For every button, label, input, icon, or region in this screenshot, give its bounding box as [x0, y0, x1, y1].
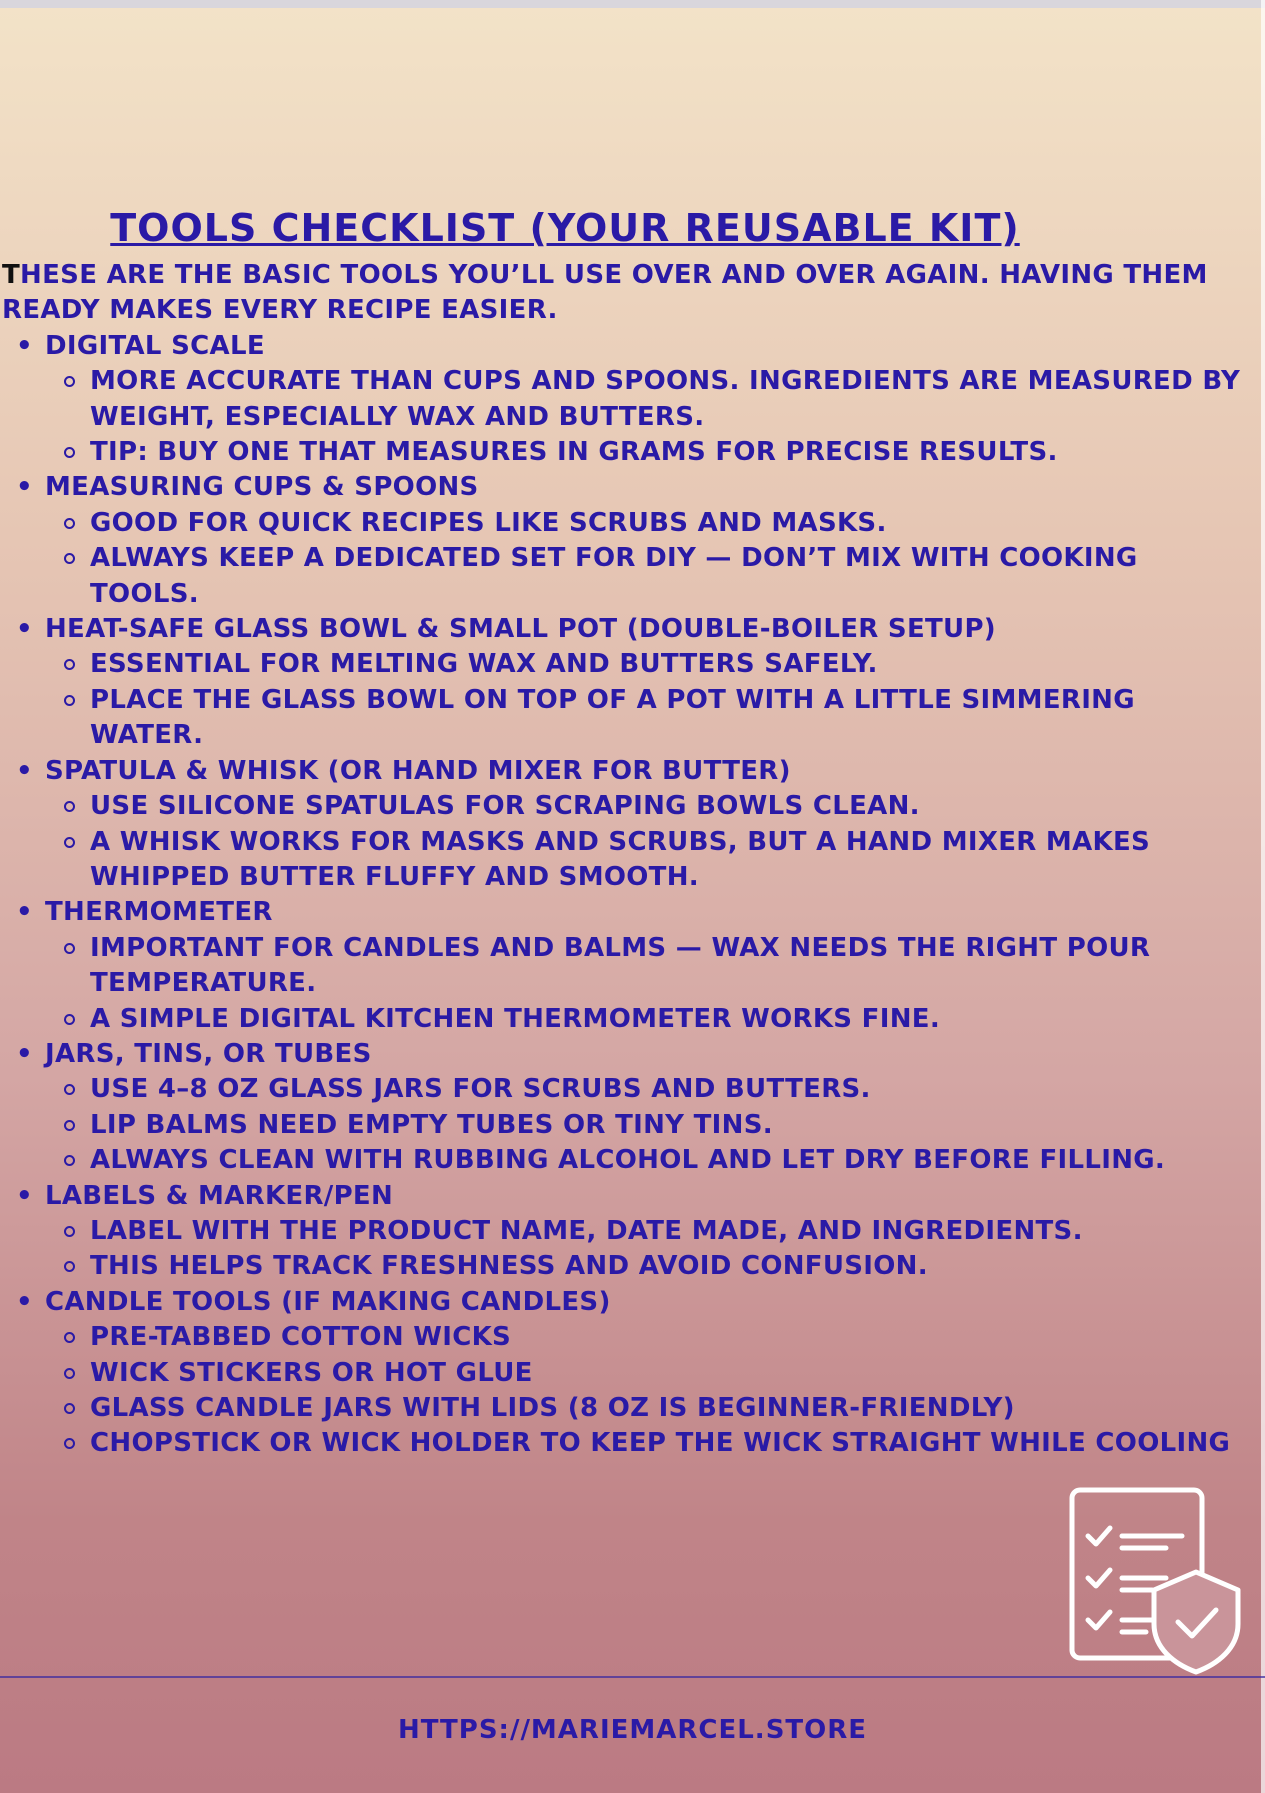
tool-subitem: PLACE THE GLASS BOWL ON TOP OF A POT WITH A LITTLE SIMMERING WATER.: [45, 683, 1252, 754]
tool-subitem: ALWAYS KEEP A DEDICATED SET FOR DIY — DON’T MIX WITH COOKING TOOLS.: [45, 541, 1252, 612]
tool-subitem: ALWAYS CLEAN WITH RUBBING ALCOHOL AND LET DRY BEFORE FILLING.: [45, 1143, 1252, 1178]
footer-divider: [0, 1676, 1265, 1678]
tool-section: [2, 895, 1252, 1037]
tool-section-label: JARS, TINS, OR TUBES: [45, 1038, 372, 1069]
tool-subitem: GOOD FOR QUICK RECIPES LIKE SCRUBS AND MASKS.: [45, 506, 1252, 541]
tool-subitems: [45, 789, 1252, 895]
tool-section-label: LABELS & MARKER/PEN: [45, 1180, 394, 1211]
tool-subitems: [45, 931, 1252, 1037]
tool-section-label: THERMOMETER: [45, 897, 273, 928]
intro-paragraph: [2, 258, 1252, 329]
tool-subitems: [45, 1072, 1252, 1178]
tool-section: [2, 1179, 1252, 1285]
tool-subitem: A SIMPLE DIGITAL KITCHEN THERMOMETER WORKS FINE.: [45, 1002, 1252, 1037]
tool-section: [2, 470, 1252, 612]
tool-subitem: THIS HELPS TRACK FRESHNESS AND AVOID CONFUSION.: [45, 1249, 1252, 1284]
tool-section: [2, 329, 1252, 471]
tool-subitem: USE 4–8 OZ GLASS JARS FOR SCRUBS AND BUTTERS.: [45, 1072, 1252, 1107]
tool-subitem: USE SILICONE SPATULAS FOR SCRAPING BOWLS CLEAN.: [45, 789, 1252, 824]
tool-section-label: SPATULA & WHISK (OR HAND MIXER FOR BUTTER): [45, 755, 791, 786]
tool-subitem: IMPORTANT FOR CANDLES AND BALMS — WAX NEEDS THE RIGHT POUR TEMPERATURE.: [45, 931, 1252, 1002]
footer-url[interactable]: HTTPS://MARIEMARCEL.STORE: [397, 1715, 868, 1745]
tool-subitems: [45, 647, 1252, 753]
tool-subitem: TIP: BUY ONE THAT MEASURES IN GRAMS FOR PRECISE RESULTS.: [45, 435, 1252, 470]
tool-subitems: [45, 1320, 1252, 1462]
tool-subitem: LABEL WITH THE PRODUCT NAME, DATE MADE, AND INGREDIENTS.: [45, 1214, 1252, 1249]
intro-first-letter: T: [2, 260, 21, 290]
tool-subitem: PRE-TABBED COTTON WICKS: [45, 1320, 1252, 1355]
tool-subitem: A WHISK WORKS FOR MASKS AND SCRUBS, BUT A HAND MIXER MAKES WHIPPED BUTTER FLUFFY AND SMOOTH.: [45, 825, 1252, 896]
right-edge: [1261, 0, 1265, 1793]
tool-subitems: [45, 364, 1252, 470]
tool-section-label: HEAT-SAFE GLASS BOWL & SMALL POT (DOUBLE-BOILER SETUP): [45, 614, 996, 645]
tools-list: [2, 329, 1252, 1462]
tool-subitem: ESSENTIAL FOR MELTING WAX AND BUTTERS SAFELY.: [45, 647, 1252, 682]
tool-subitem: WICK STICKERS OR HOT GLUE: [45, 1356, 1252, 1391]
checklist-shield-icon: [1066, 1486, 1246, 1676]
tool-subitem: LIP BALMS NEED EMPTY TUBES OR TINY TINS.: [45, 1108, 1252, 1143]
checklist-content: [2, 258, 1252, 1462]
tool-section: [2, 612, 1252, 754]
tool-section: [2, 1285, 1252, 1462]
tool-section: [2, 1037, 1252, 1179]
tool-subitem: MORE ACCURATE THAN CUPS AND SPOONS. INGREDIENTS ARE MEASURED BY WEIGHT, ESPECIALLY WAX AND BUTTERS.: [45, 364, 1252, 435]
tool-subitem: CHOPSTICK OR WICK HOLDER TO KEEP THE WICK STRAIGHT WHILE COOLING: [45, 1426, 1252, 1461]
tool-section: [2, 754, 1252, 896]
tool-subitems: [45, 1214, 1252, 1285]
tool-section-label: MEASURING CUPS & SPOONS: [45, 472, 479, 503]
page-title: TOOLS CHECKLIST (YOUR REUSABLE KIT): [110, 206, 1020, 250]
top-band: [0, 0, 1265, 8]
intro-text: HESE ARE THE BASIC TOOLS YOU’LL USE OVER AND OVER AGAIN. HAVING THEM READY MAKES EVERY RECIPE EASIER.: [2, 260, 1208, 326]
tool-subitem: GLASS CANDLE JARS WITH LIDS (8 OZ IS BEGINNER-FRIENDLY): [45, 1391, 1252, 1426]
tool-section-label: CANDLE TOOLS (IF MAKING CANDLES): [45, 1286, 611, 1317]
tool-subitems: [45, 506, 1252, 612]
tool-section-label: DIGITAL SCALE: [45, 330, 265, 361]
